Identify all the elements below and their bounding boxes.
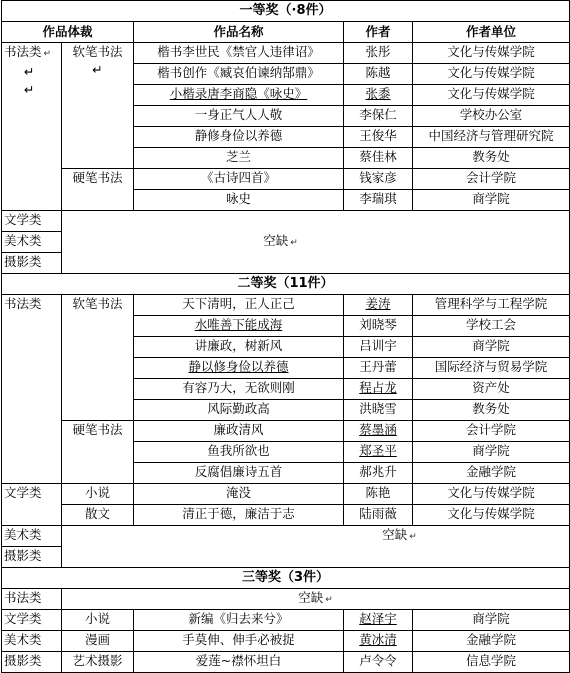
category: 摄影类 <box>2 652 62 673</box>
work: 一身正气人人敬 <box>134 106 344 127</box>
table-row <box>2 526 570 547</box>
unit: 国际经济与贸易学院 <box>413 358 570 379</box>
unit: 文化与传媒学院 <box>413 505 570 526</box>
work: 《古诗四首》 <box>134 169 344 190</box>
unit: 教务处 <box>413 400 570 421</box>
work: 静修身俭以养德 <box>134 127 344 148</box>
author: 王丹蕾 <box>344 358 413 379</box>
work: 天下清明，正人正己 <box>134 295 344 316</box>
work: 水唯善下能成海 <box>134 316 344 337</box>
unit: 商学院 <box>413 337 570 358</box>
author: 洪晓雪 <box>344 400 413 421</box>
author: 蔡墨涵 <box>344 421 413 442</box>
author: 蔡佳林 <box>344 148 413 169</box>
category-literature: 文学类 <box>2 211 62 232</box>
work: 爱莲~襟怀坦白 <box>134 652 344 673</box>
table-row <box>2 43 570 64</box>
genre-essay: 散文 <box>62 505 134 526</box>
category-photo: 摄影类 <box>2 547 62 568</box>
genre-hard: 硬笔书法 <box>62 421 134 484</box>
work: 有容乃大，无欲则刚 <box>134 379 344 400</box>
para-mark: ↵ <box>325 595 333 605</box>
work: 反腐倡廉诗五首 <box>134 463 344 484</box>
table-row <box>2 421 570 442</box>
genre-hard: 硬笔书法 <box>62 169 134 211</box>
para-mark: ↵ <box>290 238 298 248</box>
unit: 文化与传媒学院 <box>413 85 570 106</box>
work: 咏史 <box>134 190 344 211</box>
work: 新编《归去来兮》 <box>134 610 344 631</box>
header-genre: 作品体裁 <box>2 22 134 43</box>
unit: 商学院 <box>413 610 570 631</box>
work: 鱼我所欲也 <box>134 442 344 463</box>
genre-soft <box>62 43 134 169</box>
table-row <box>2 295 570 316</box>
work: 手莫伸、伸手必被捉 <box>134 631 344 652</box>
unit: 管理科学与工程学院 <box>413 295 570 316</box>
author: 黄冰清 <box>344 631 413 652</box>
work: 淹没 <box>134 484 344 505</box>
genre: 艺术摄影 <box>62 652 134 673</box>
vacant-cell <box>62 211 570 274</box>
work: 讲廉政，树新风 <box>134 337 344 358</box>
para-mark: ↵ <box>24 82 35 97</box>
category-calligraphy <box>2 43 62 211</box>
unit: 学校办公室 <box>413 106 570 127</box>
unit: 教务处 <box>413 148 570 169</box>
author: 钱家彦 <box>344 169 413 190</box>
author: 陈艳 <box>344 484 413 505</box>
vacant-cell <box>62 526 570 568</box>
unit: 信息学院 <box>413 652 570 673</box>
author: 程占龙 <box>344 379 413 400</box>
table-row <box>2 610 570 631</box>
category: 美术类 <box>2 631 62 652</box>
category-literature: 文学类 <box>2 484 62 526</box>
table-row <box>2 211 570 232</box>
unit: 中国经济与管理研究院 <box>413 127 570 148</box>
unit: 金融学院 <box>413 631 570 652</box>
table-row <box>2 652 570 673</box>
unit: 资产处 <box>413 379 570 400</box>
unit: 文化与传媒学院 <box>413 484 570 505</box>
category-calligraphy: 书法类 <box>2 295 62 484</box>
unit: 学校工会 <box>413 316 570 337</box>
work: 楷书创作《臧哀伯谏纳郜鼎》 <box>134 64 344 85</box>
category-photo: 摄影类 <box>2 253 62 274</box>
header-row <box>2 22 570 43</box>
genre-novel: 小说 <box>62 484 134 505</box>
author: 赵泽宇 <box>344 610 413 631</box>
vacant-cell <box>62 589 570 610</box>
table-row <box>2 484 570 505</box>
table-row <box>2 589 570 610</box>
author: 陈越 <box>344 64 413 85</box>
category-art: 美术类 <box>2 526 62 547</box>
author: 张黍 <box>344 85 413 106</box>
author: 郑圣平 <box>344 442 413 463</box>
genre-soft: 软笔书法 <box>62 295 134 421</box>
author: 卢令令 <box>344 652 413 673</box>
author: 陆雨薇 <box>344 505 413 526</box>
first-prize-title: 一等奖（·8件） <box>2 1 570 22</box>
category-label: 书法类 <box>4 44 42 59</box>
para-mark: ↵ <box>92 62 103 77</box>
first-prize-title-row <box>2 1 570 22</box>
work: 廉政清风 <box>134 421 344 442</box>
second-prize-title-row <box>2 274 570 295</box>
work: 静以修身俭以养德 <box>134 358 344 379</box>
header-unit: 作者单位 <box>413 22 570 43</box>
second-prize-title: 二等奖（11件） <box>2 274 570 295</box>
third-prize-title: 三等奖（3件） <box>2 568 570 589</box>
unit: 商学院 <box>413 190 570 211</box>
author: 吕训宇 <box>344 337 413 358</box>
para-mark: ↵ <box>43 49 52 59</box>
category-art: 美术类 <box>2 232 62 253</box>
table-row <box>2 631 570 652</box>
author: 姜涛 <box>344 295 413 316</box>
unit: 会计学院 <box>413 169 570 190</box>
work: 楷书李世民《禁官人违律诏》 <box>134 43 344 64</box>
unit: 商学院 <box>413 442 570 463</box>
genre: 小说 <box>62 610 134 631</box>
third-prize-title-row <box>2 568 570 589</box>
author: 李保仁 <box>344 106 413 127</box>
category: 文学类 <box>2 610 62 631</box>
work: 小楷录唐李商隐《咏史》 <box>134 85 344 106</box>
genre: 漫画 <box>62 631 134 652</box>
author: 张彤 <box>344 43 413 64</box>
unit: 文化与传媒学院 <box>413 64 570 85</box>
author: 王俊华 <box>344 127 413 148</box>
unit: 文化与传媒学院 <box>413 43 570 64</box>
work: 芝兰 <box>134 148 344 169</box>
awards-table <box>1 0 570 673</box>
vacant-label: 空缺 <box>382 527 408 542</box>
unit: 会计学院 <box>413 421 570 442</box>
author: 郝兆升 <box>344 463 413 484</box>
header-author: 作者 <box>344 22 413 43</box>
para-mark: ↵ <box>409 532 417 542</box>
unit: 金融学院 <box>413 463 570 484</box>
genre-label: 软笔书法 <box>72 44 123 59</box>
table-row <box>2 169 570 190</box>
work: 清正于德，廉洁于志 <box>134 505 344 526</box>
vacant-label: 空缺 <box>263 233 289 248</box>
author: 李瑞琪 <box>344 190 413 211</box>
category-calligraphy: 书法类 <box>2 589 62 610</box>
author: 刘晓琴 <box>344 316 413 337</box>
work: 风际勤政高 <box>134 400 344 421</box>
vacant-label: 空缺 <box>298 590 324 605</box>
table-row <box>2 505 570 526</box>
header-work: 作品名称 <box>134 22 344 43</box>
para-mark: ↵ <box>24 64 35 79</box>
